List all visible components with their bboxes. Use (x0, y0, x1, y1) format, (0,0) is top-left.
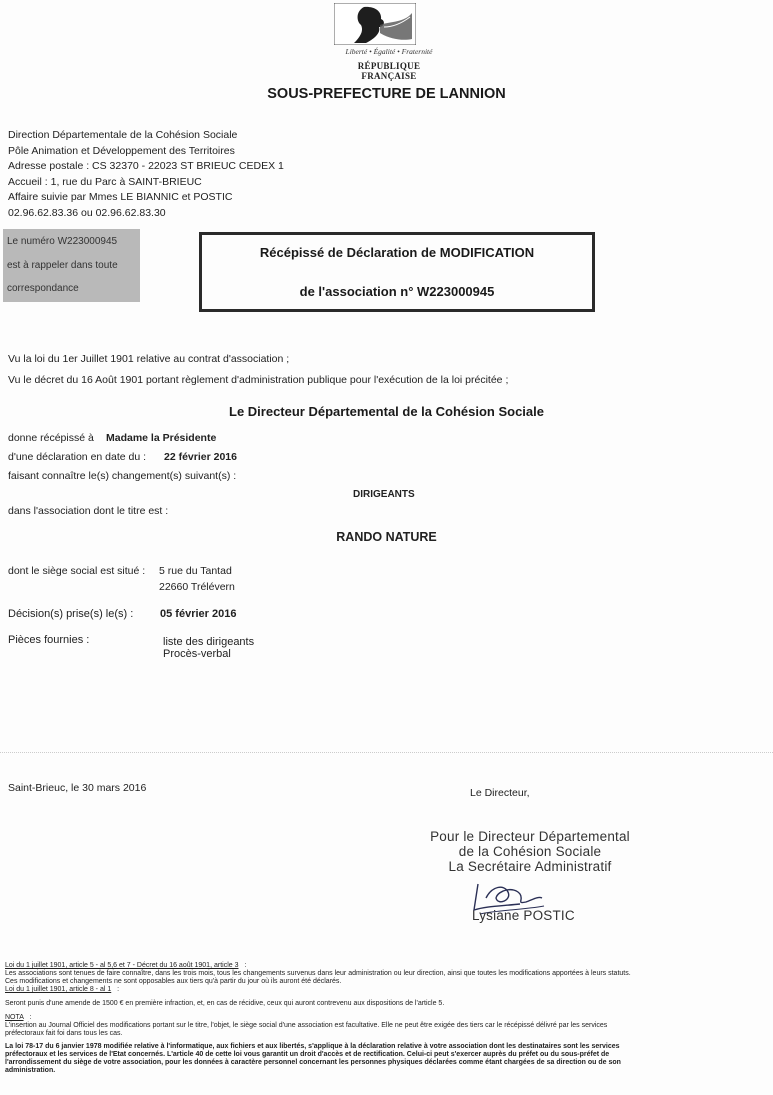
motto: Liberté • Égalité • Fraternité (345, 47, 433, 56)
documents-label: Pièces fournies : (8, 634, 90, 646)
republique-francaise: RÉPUBLIQUE FRANÇAISE (357, 61, 421, 81)
footer-nota-label: NOTA (5, 1014, 24, 1021)
footer-cnil (5, 1043, 770, 1075)
address-line: Adresse postale : CS 32370 - 22023 ST BRIEUC CEDEX 1 (8, 160, 284, 173)
changes-value: DIRIGEANTS (353, 489, 415, 500)
recipient-label: donne récépissé à (8, 432, 94, 444)
reference-line: est à rappeler dans toute (7, 260, 118, 271)
stamp-line: Pour le Directeur Départemental (430, 829, 630, 844)
document-item: Procès-verbal (163, 648, 231, 660)
address-line: Pôle Animation et Développement des Territoires (8, 144, 235, 157)
seat-label: dont le siège social est situé : (8, 565, 146, 577)
decision-date: 05 février 2016 (160, 608, 237, 620)
footer-nota-text: L'insertion au Journal Officiel des modifications portant sur le titre, l'objet, le siège social d'une association est facultative. Elle ne peut être exigée des tiers car le récépissé délivré par les services (5, 1022, 608, 1029)
footer-cnil-text: l'arrondissement du siège de votre association, pour les données à caractère personnel concernant les personnes physiques déclarées comme étant chargées de sa direction ou de son (5, 1059, 621, 1066)
address-line: Affaire suivie par Mmes LE BIANNIC et POSTIC (8, 191, 233, 204)
title-label: dans l'association dont le titre est : (8, 505, 169, 517)
address-line: Direction Départementale de la Cohésion Sociale (8, 129, 238, 141)
stamp-line: La Secrétaire Administratif (448, 859, 612, 874)
receipt-title-box (199, 232, 595, 312)
association-title: RANDO NATURE (336, 530, 437, 544)
recipient: Madame la Présidente (106, 432, 217, 444)
legal-basis-decree: Vu le décret du 16 Août 1901 portant règlement d'administration publique pour l'exécution de la loi précitée ; (8, 374, 509, 386)
signature-stamp (380, 829, 680, 874)
address-line: 02.96.62.83.36 ou 02.96.62.83.30 (8, 206, 166, 219)
decision-label: Décision(s) prise(s) le(s) : (8, 608, 134, 620)
receipt-title-line1: Récépissé de Déclaration de MODIFICATION (259, 245, 535, 260)
address-block (8, 128, 284, 222)
changes-label: faisant connaître le(s) changement(s) suivant(s) : (8, 470, 237, 482)
document-item: liste des dirigeants (163, 636, 255, 648)
footer-cnil-text: La loi 78-17 du 6 janvier 1978 modifiée relative à l'informatique, aux fichiers et aux libertés, s'applique à la déclaration relative à votre association dont les destinataires sont les services (5, 1043, 620, 1050)
footer-cnil-text: administration. (5, 1067, 56, 1074)
footer-cnil-text: préfectoraux et les services de l'Etat concernés. L'article 40 de cette loi vous garantit un droit d'accès et de rectification. Celui-ci peut s'exercer auprès du préfet ou du sous-préfet de (5, 1051, 610, 1058)
footer-nota-text: préfectoraux fait foi dans tous les cas. (5, 1030, 123, 1037)
declaration-label: d'une déclaration en date du : (8, 451, 147, 463)
footer-ref1: Loi du 1 juillet 1901, article 5 - al 5,6 et 7 - Décret du 16 août 1901, article 3 (5, 962, 239, 969)
footer-ref2-text: Seront punis d'une amende de 1500 € en première infraction, et, en cas de récidive, ceux qui auront contrevenu aux dispositions de l'article 5. (5, 1000, 445, 1007)
director-closing: Le Directeur, (470, 787, 530, 799)
reference-line: Le numéro W223000945 (7, 236, 118, 247)
address-line: Accueil : 1, rue du Parc à SAINT-BRIEUC (8, 175, 202, 188)
legal-basis-law: Vu la loi du 1er Juillet 1901 relative au contrat d'association ; (8, 353, 290, 365)
place-date: Saint-Brieuc, le 30 mars 2016 (8, 782, 147, 794)
footer-ref1-text: Les associations sont tenues de faire connaître, dans les trois mois, tous les changements survenus dans leur administration ou leur direction, ainsi que toutes les modifications apportées à leurs statuts. (5, 970, 631, 977)
declaration-date: 22 février 2016 (164, 451, 237, 463)
director-heading: Le Directeur Départemental de la Cohésion Sociale (229, 404, 544, 419)
reference-box (3, 229, 140, 302)
footer-ref2-suffix: : (117, 986, 120, 993)
marianne-icon (334, 3, 416, 45)
footer-ref1-text: Ces modifications et changements ne sont opposables aux tiers qu'à partir du jour où ils auront été déclarés. (5, 978, 342, 985)
seat-line1: 5 rue du Tantad (159, 565, 232, 577)
divider (0, 752, 773, 753)
receipt-title-line2: de l'association n° W223000945 (299, 284, 495, 299)
reference-line: correspondance (7, 283, 79, 294)
marianne-logo (330, 3, 448, 81)
stamp-line: de la Cohésion Sociale (458, 844, 602, 859)
footer-nota-suffix: : (29, 1014, 32, 1021)
footer-ref2: Loi du 1 juillet 1901, article 8 - al 1 (5, 986, 112, 993)
footer-notes (5, 962, 770, 1075)
prefecture-title: SOUS-PREFECTURE DE LANNION (267, 86, 506, 102)
footer-ref1-suffix: : (244, 962, 247, 969)
seat-line2: 22660 Trélévern (159, 581, 235, 593)
signatory-name: Lysiane POSTIC (472, 908, 575, 923)
